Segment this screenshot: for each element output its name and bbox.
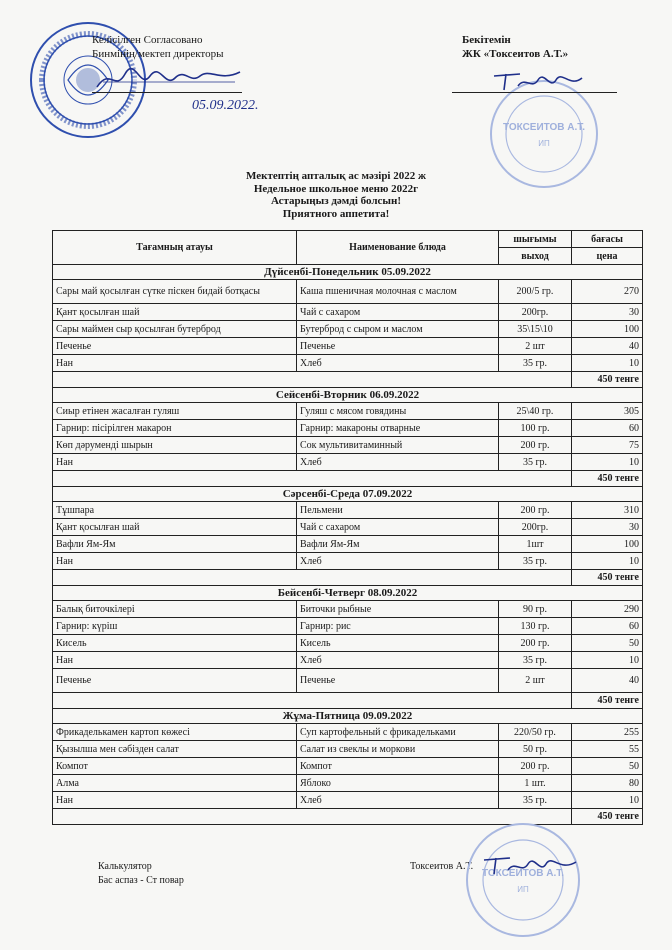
dish-price: 30 [572,304,643,321]
dish-name-ru: Гарнир: рис [297,618,499,635]
table-row [53,652,643,669]
col-header-price-ru: цена [572,248,643,265]
dish-name-kz: Нан [53,553,297,570]
table-row [53,553,643,570]
total-spacer [53,372,572,388]
dish-yield: 130 гр. [499,618,572,635]
dish-price: 100 [572,321,643,338]
day-total-row [53,570,643,586]
dish-price: 10 [572,454,643,471]
dish-name-ru: Хлеб [297,553,499,570]
dish-name-ru: Гуляш с мясом говядины [297,403,499,420]
dish-yield: 200 гр. [499,502,572,519]
dish-yield: 35 гр. [499,652,572,669]
day-total: 450 тенге [572,693,643,709]
day-header-row [53,586,643,601]
dish-price: 10 [572,652,643,669]
dish-name-kz: Кисель [53,635,297,652]
table-row [53,758,643,775]
weekly-menu-table [52,230,643,825]
day-total: 450 тенге [572,372,643,388]
dish-price: 10 [572,792,643,809]
dish-yield: 200 гр. [499,437,572,454]
dish-name-kz: Көп дәрумендi шырын [53,437,297,454]
table-row [53,338,643,355]
table-row [53,355,643,372]
dish-yield: 100 гр. [499,420,572,437]
dish-name-kz: Нан [53,652,297,669]
dish-price: 30 [572,519,643,536]
dish-yield: 2 шт [499,338,572,355]
menu-title [0,170,672,220]
dish-name-kz: Нан [53,792,297,809]
total-spacer [53,570,572,586]
dish-name-kz: Печенье [53,338,297,355]
day-title: Сейсенбі-Вторник 06.09.2022 [53,388,643,403]
table-row [53,420,643,437]
dish-name-kz: Гарнир: күріш [53,618,297,635]
calculator-label: Калькулятор [98,861,152,872]
dish-price: 305 [572,403,643,420]
dish-yield: 35\15\10 [499,321,572,338]
col-header-yield-kz: шығымы [499,231,572,248]
title-line: Астарыңыз дәмді болсын! [270,195,402,207]
dish-name-ru: Биточки рыбные [297,601,499,618]
title-line: Недельное школьное меню 2022г [253,182,419,195]
dish-name-kz: Тұшпара [53,502,297,519]
day-title: Жұма-Пятница 09.09.2022 [53,709,643,724]
dish-name-ru: Яблоко [297,775,499,792]
day-header-row [53,709,643,724]
dish-yield: 1шт [499,536,572,553]
approver-name: ЖК «Токсеитов А.Т.» [462,48,569,60]
table-row [53,775,643,792]
day-title: Сәрсенбі-Среда 07.09.2022 [53,487,643,502]
dish-price: 255 [572,724,643,741]
dish-yield: 35 гр. [499,355,572,372]
dish-yield: 200 гр. [499,635,572,652]
dish-price: 60 [572,618,643,635]
dish-yield: 35 гр. [499,792,572,809]
table-row [53,792,643,809]
dish-price: 10 [572,553,643,570]
dish-name-ru: Чай с сахаром [297,304,499,321]
dish-name-kz: Сары май қосылған сүтке піскен бидай ботқасы [53,280,297,304]
dish-name-kz: Гарнир: пісірілген макарон [53,420,297,437]
dish-name-ru: Печенье [297,338,499,355]
day-title: Бейсенбі-Четверг 08.09.2022 [53,586,643,601]
title-line: Мектептің апталық ас мәзірі 2022 ж [246,170,426,182]
svg-text:ТОКСЕИТОВ А.Т.: ТОКСЕИТОВ А.Т. [481,868,565,879]
col-header-ru-name: Наименование блюда [297,231,499,265]
table-row [53,437,643,454]
day-total-row [53,372,643,388]
day-header-row [53,388,643,403]
dish-name-ru: Компот [297,758,499,775]
dish-price: 50 [572,635,643,652]
left-signature-line [92,92,242,93]
dish-yield: 35 гр. [499,454,572,471]
day-title: Дүйсенбі-Понедельник 05.09.2022 [53,265,643,280]
dish-yield: 200 гр. [499,758,572,775]
dish-name-ru: Сок мультивитаминный [297,437,499,454]
agreement-date: 05.09.2022. [192,98,259,113]
day-header-row [53,487,643,502]
day-header-row [53,265,643,280]
right-signature-line [452,92,617,93]
dish-yield: 200гр. [499,519,572,536]
col-header-kz-name: Тағамның атауы [53,231,297,265]
dish-name-ru: Бутерброд с сыром и маслом [297,321,499,338]
svg-text:ИП: ИП [517,885,529,894]
total-spacer [53,471,572,487]
dish-price: 75 [572,437,643,454]
dish-name-kz: Қант қосылған шай [53,304,297,321]
dish-name-ru: Вафли Ям-Ям [297,536,499,553]
svg-text:ИП: ИП [538,139,550,148]
dish-name-ru: Печенье [297,669,499,693]
dish-name-kz: Қант қосылған шай [53,519,297,536]
dish-name-ru: Суп картофельный с фрикадельками [297,724,499,741]
table-row [53,618,643,635]
dish-yield: 50 гр. [499,741,572,758]
table-row [53,321,643,338]
dish-price: 270 [572,280,643,304]
dish-name-kz: Нан [53,454,297,471]
chef-label: Бас аспаз - Ст повар [98,875,184,886]
ip-round-stamp-bottom [463,820,583,940]
table-row [53,724,643,741]
dish-price: 40 [572,669,643,693]
dish-price: 50 [572,758,643,775]
dish-name-kz: Вафли Ям-Ям [53,536,297,553]
dish-name-ru: Гарнир: макароны отварные [297,420,499,437]
footer-signer: Токсеитов А.Т. [410,861,474,872]
dish-yield: 90 гр. [499,601,572,618]
day-total-row [53,693,643,709]
dish-price: 80 [572,775,643,792]
total-spacer [53,693,572,709]
svg-text:ТОКСЕИТОВ А.Т.: ТОКСЕИТОВ А.Т. [502,122,586,133]
dish-name-kz: Нан [53,355,297,372]
dish-name-ru: Хлеб [297,454,499,471]
dish-price: 40 [572,338,643,355]
day-total: 450 тенге [572,471,643,487]
dish-yield: 200гр. [499,304,572,321]
dish-price: 100 [572,536,643,553]
table-row [53,454,643,471]
dish-name-kz: Печенье [53,669,297,693]
dish-yield: 35 гр. [499,553,572,570]
dish-price: 310 [572,502,643,519]
title-line: Приятного аппетита! [282,207,390,220]
dish-yield: 200/5 гр. [499,280,572,304]
table-row [53,502,643,519]
table-row [53,741,643,758]
dish-name-kz: Қызылша мен сәбізден салат [53,741,297,758]
col-header-yield-ru: выход [499,248,572,265]
table-row [53,601,643,618]
col-header-price-kz: бағасы [572,231,643,248]
dish-price: 10 [572,355,643,372]
day-total: 450 тенге [572,570,643,586]
dish-yield: 25\40 гр. [499,403,572,420]
dish-name-kz: Фрикаделькамен картоп көжесі [53,724,297,741]
table-row [53,280,643,304]
director-label: Бинмінің/мектеп директоры [92,48,224,60]
dish-name-ru: Хлеб [297,355,499,372]
dish-name-ru: Пельмени [297,502,499,519]
dish-yield: 2 шт [499,669,572,693]
agreed-label: Келісілген Согласовано [92,34,203,46]
dish-name-ru: Чай с сахаром [297,519,499,536]
table-row [53,635,643,652]
day-total: 450 тенге [572,809,643,825]
dish-yield: 1 шт. [499,775,572,792]
table-row [53,536,643,553]
dish-name-ru: Салат из свеклы и моркови [297,741,499,758]
dish-name-ru: Хлеб [297,652,499,669]
dish-name-kz: Компот [53,758,297,775]
table-row [53,669,643,693]
day-total-row [53,471,643,487]
table-row [53,304,643,321]
table-row [53,519,643,536]
dish-name-kz: Алма [53,775,297,792]
dish-price: 55 [572,741,643,758]
dish-price: 290 [572,601,643,618]
table-row [53,403,643,420]
footer-signature [480,850,580,880]
dish-price: 60 [572,420,643,437]
dish-name-kz: Сары маймен сыр қосылған бутерброд [53,321,297,338]
dish-name-ru: Кисель [297,635,499,652]
dish-name-ru: Каша пшеничная молочная с маслом [297,280,499,304]
dish-name-kz: Сиыр етінен жасалған гуляш [53,403,297,420]
dish-name-ru: Хлеб [297,792,499,809]
dish-yield: 220/50 гр. [499,724,572,741]
approve-label: Бекітемін [462,34,511,46]
dish-name-kz: Балық биточкілері [53,601,297,618]
